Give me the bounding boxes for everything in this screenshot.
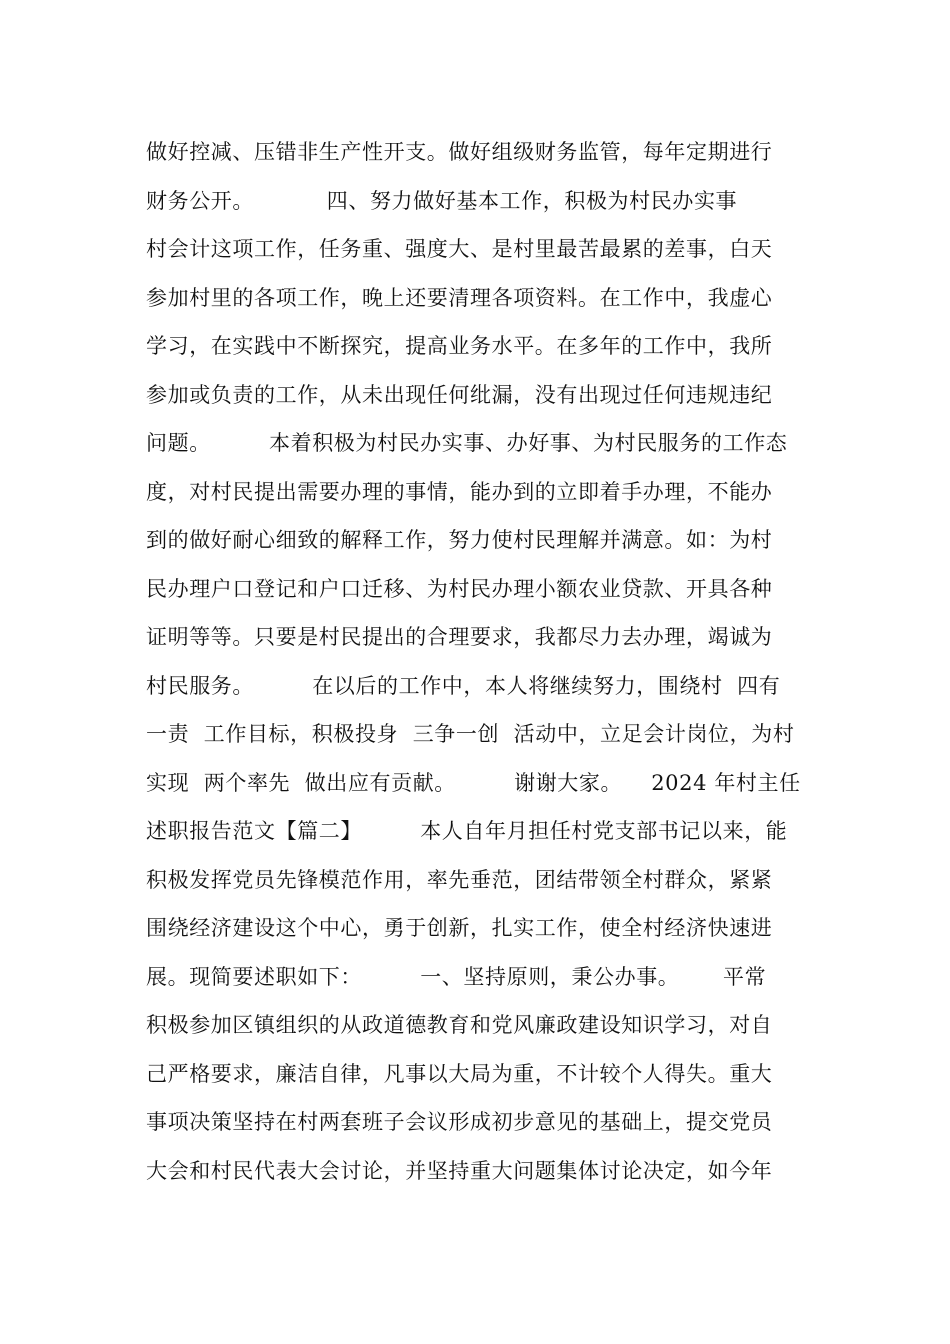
- text-line: 学习，在实践中不断探究，提高业务水平。在多年的工作中，我所: [146, 334, 773, 358]
- text-line: 参加或负责的工作，从未出现任何纰漏，没有出现过任何违规违纪: [146, 382, 773, 407]
- text-line: 积极参加区镇组织的从政道德教育和党风廉政建设知识学习，对自: [146, 1013, 773, 1037]
- text-line: 积极发挥党员先锋模范作用，率先垂范，团结带领全村群众，紧紧: [146, 867, 773, 892]
- text-line: 己严格要求，廉洁自律，凡事以大局为重，不计较个人得失。重大: [146, 1061, 773, 1086]
- text-line: 大会和村民代表大会讨论，并坚持重大问题集体讨论决定，如今年: [146, 1158, 773, 1183]
- text-line: 村民服务。 在以后的工作中，本人将继续努力，围绕村 四有: [146, 673, 781, 698]
- text-line: 到的做好耐心细致的解释工作，努力使村民理解并满意。如：为村: [146, 528, 773, 552]
- text-line: 一责 工作目标，积极投身 三争一创 活动中，立足会计岗位，为村: [146, 722, 795, 746]
- text-line: 展。现简要述职如下： 一、坚持原则，秉公办事。 平常: [146, 964, 767, 989]
- document-body: [146, 128, 810, 1195]
- text-line: 做好控减、压错非生产性开支。做好组级财务监管，每年定期进行: [146, 140, 773, 164]
- text-line: 事项决策坚持在村两套班子会议形成初步意见的基础上，提交党员: [146, 1110, 773, 1134]
- text-line: 度，对村民提出需要办理的事情，能办到的立即着手办理，不能办: [146, 479, 773, 504]
- text-line: 问题。 本着积极为村民办实事、办好事、为村民服务的工作态: [146, 431, 788, 455]
- text-line: 参加村里的各项工作，晚上还要清理各项资料。在工作中，我虚心: [146, 285, 773, 310]
- text-line: 民办理户口登记和户口迁移、为村民办理小额农业贷款、开具各种: [146, 576, 773, 601]
- text-line: 村会计这项工作，任务重、强度大、是村里最苦最累的差事，白天: [146, 237, 773, 261]
- text-line: 围绕经济建设这个中心，勇于创新，扎实工作，使全村经济快速进: [146, 916, 773, 940]
- text-line: 实现 两个率先 做出应有贡献。 谢谢大家。 2024 年村主任: [146, 770, 801, 795]
- text-line: 证明等等。只要是村民提出的合理要求，我都尽力去办理，竭诚为: [146, 625, 773, 649]
- text-line: 述职报告范文【篇二】 本人自年月担任村党支部书记以来，能: [146, 819, 788, 843]
- text-line: 财务公开。 四、努力做好基本工作，积极为村民办实事: [146, 188, 738, 213]
